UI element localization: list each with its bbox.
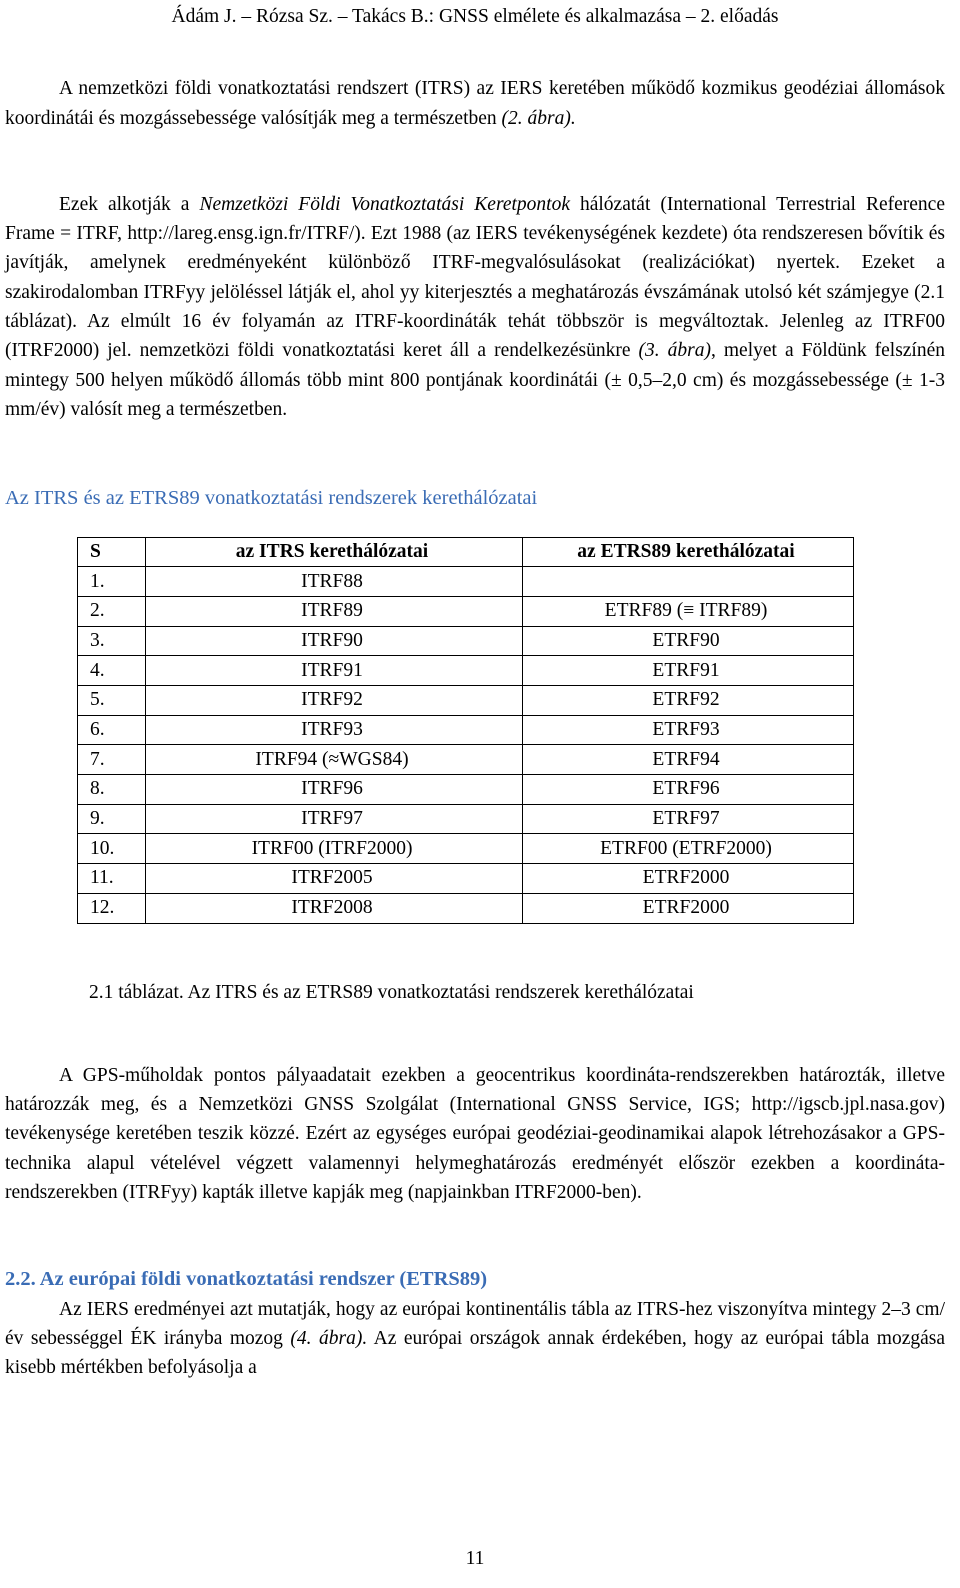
running-header: Ádám J. – Rózsa Sz. – Takács B.: GNSS elmélete és alkalmazása – 2. előadás	[171, 6, 779, 27]
table-cell: 3.	[78, 626, 146, 656]
figure-ref: (3. ábra)	[638, 340, 711, 362]
table-row	[78, 804, 854, 834]
header-cell: az ETRS89 kerethálózatai	[523, 537, 854, 567]
table-cell: ETRF90	[523, 626, 854, 656]
table-cell: 9.	[78, 804, 146, 834]
table-cell: ITRF96	[146, 775, 523, 805]
table-row	[78, 864, 854, 894]
table-cell: 8.	[78, 775, 146, 805]
table-cell: ITRF2008	[146, 893, 523, 923]
paragraph-itrs-intro	[5, 74, 945, 133]
table-cell: ETRF91	[523, 656, 854, 686]
table-row	[78, 686, 854, 716]
table-cell: ETRF2000	[523, 893, 854, 923]
table-row	[78, 893, 854, 923]
table-cell: ITRF94 (≈WGS84)	[146, 745, 523, 775]
table-cell: 1.	[78, 567, 146, 597]
table-row	[78, 626, 854, 656]
table-header-row	[78, 537, 854, 567]
table-cell: ITRF2005	[146, 864, 523, 894]
table-cell: ETRF2000	[523, 864, 854, 894]
italic-term: Nemzetközi Földi Vonatkoztatási Keretpontok	[199, 193, 570, 215]
paragraph-gps: A GPS-műholdak pontos pályaadatait ezekben a geocentrikus koordináta-rendszerekben határozták, illetve határozzák meg, és a Nemzetközi GNSS Szolgálat (International GNSS Service, IGS; http://igscb.jpl.nasa.gov) tevékenysége keretében teszik közzé. Ezért az egységes európai geodéziai-geodinamikai alapok létrehozásakor a GPS-technika alapul vételével végzett valamennyi helymeghatározás eredményét először ezekben a koordináta-rendszerekben (ITRFyy) kapták illetve kapják meg (napjainkban ITRF2000-ben).	[5, 1064, 945, 1203]
paragraph-text: Az európai országok annak érdekében, hogy az európai tábla mozgása kisebb mértékben befolyásolja a	[5, 1327, 945, 1379]
subsection-title: Az európai földi vonatkoztatási rendszer (ETRS89)	[39, 1268, 488, 1291]
table-row	[78, 596, 854, 626]
table-cell: ITRF88	[146, 567, 523, 597]
table-cell: 4.	[78, 656, 146, 686]
paragraph-text: , melyet a Földünk felszínén mintegy 500 helyen működő állomás több mint 800 pontjának koordinátái (± 0,5–2,0 cm) és mozgássebessége (± 1-3 mm/év) valósít meg a természetben.	[5, 340, 946, 420]
paragraph-text: Ezek alkotják a	[59, 193, 200, 215]
table-row	[78, 567, 854, 597]
paragraph-text: hálózatát (International Terrestrial Reference Frame = ITRF, http://lareg.ensg.ign.fr/ITRF/). Ezt 1988 (az IERS tevékenységének kezdete) óta rendszeresen bővítik és javítják, amelynek eredményeként különböző ITRF-megvalósulásokat (realizációkat) nyertek. Ezeket a szakirodalomban ITRFyy jelöléssel látják el, ahol yy kiterjesztés a meghatározás évszámának utolsó két számjegye (2.1 táblázat). Az elmúlt 16 év folyamán az ITRF-koordináták tehát többször is megváltoztak. Jelenleg az ITRF00 (ITRF2000) jel. nemzetközi földi vonatkoztatási keret áll a rendelkezésünkre	[5, 193, 945, 362]
table-cell: ETRF00 (ETRF2000)	[523, 834, 854, 864]
table-row	[78, 834, 854, 864]
document-page	[5, 0, 946, 1569]
subsection-number: 2.2.	[5, 1268, 36, 1291]
table-cell: 2.	[78, 596, 146, 626]
page-number: 11	[465, 1548, 485, 1569]
table-cell	[523, 567, 854, 597]
table-row	[78, 775, 854, 805]
table-cell: ETRF94	[523, 745, 854, 775]
figure-ref: (2. ábra).	[501, 107, 576, 129]
paragraph-etrs	[5, 1295, 945, 1383]
table-cell: 10.	[78, 834, 146, 864]
table-cell: ITRF00 (ITRF2000)	[146, 834, 523, 864]
table-cell: 5.	[78, 686, 146, 716]
table-cell: 6.	[78, 715, 146, 745]
table-caption: 2.1 táblázat. Az ITRS és az ETRS89 vonatkoztatási rendszerek kerethálózatai	[89, 981, 694, 1003]
table-cell: ETRF89 (≡ ITRF89)	[523, 596, 854, 626]
table-cell: ITRF91	[146, 656, 523, 686]
paragraph-text: A nemzetközi földi vonatkoztatási rendszert (ITRS) az IERS keretében működő kozmikus geodéziai állomások koordinátái és mozgássebessége valósítják meg a természetben	[5, 78, 945, 129]
header-cell: az ITRS kerethálózatai	[146, 537, 523, 567]
table-cell: ETRF92	[523, 686, 854, 716]
table-cell: 7.	[78, 745, 146, 775]
paragraph-text: Az IERS eredményei azt mutatják, hogy az európai kontinentális tábla az ITRS-hez viszonyítva mintegy 2–3 cm/év sebességgel ÉK irányba mozog	[5, 1298, 945, 1349]
reference-frames-table	[77, 537, 854, 924]
table-cell: ITRF92	[146, 686, 523, 716]
table-cell: 11.	[78, 864, 146, 894]
figure-ref: (4. ábra).	[290, 1327, 368, 1349]
table-cell: 12.	[78, 893, 146, 923]
section-title: Az ITRS és az ETRS89 vonatkoztatási rendszerek kerethálózatai	[5, 487, 538, 510]
table-cell: ITRF93	[146, 715, 523, 745]
subsection-heading	[5, 1265, 945, 1294]
table-row	[78, 745, 854, 775]
table-cell: ITRF97	[146, 804, 523, 834]
header-cell: S	[78, 537, 146, 567]
paragraph-itrf	[5, 190, 945, 424]
table-cell: ETRF97	[523, 804, 854, 834]
table-cell: ITRF90	[146, 626, 523, 656]
table-row	[78, 656, 854, 686]
table-cell: ETRF96	[523, 775, 854, 805]
table-row	[78, 715, 854, 745]
table-cell: ETRF93	[523, 715, 854, 745]
table-cell: ITRF89	[146, 596, 523, 626]
